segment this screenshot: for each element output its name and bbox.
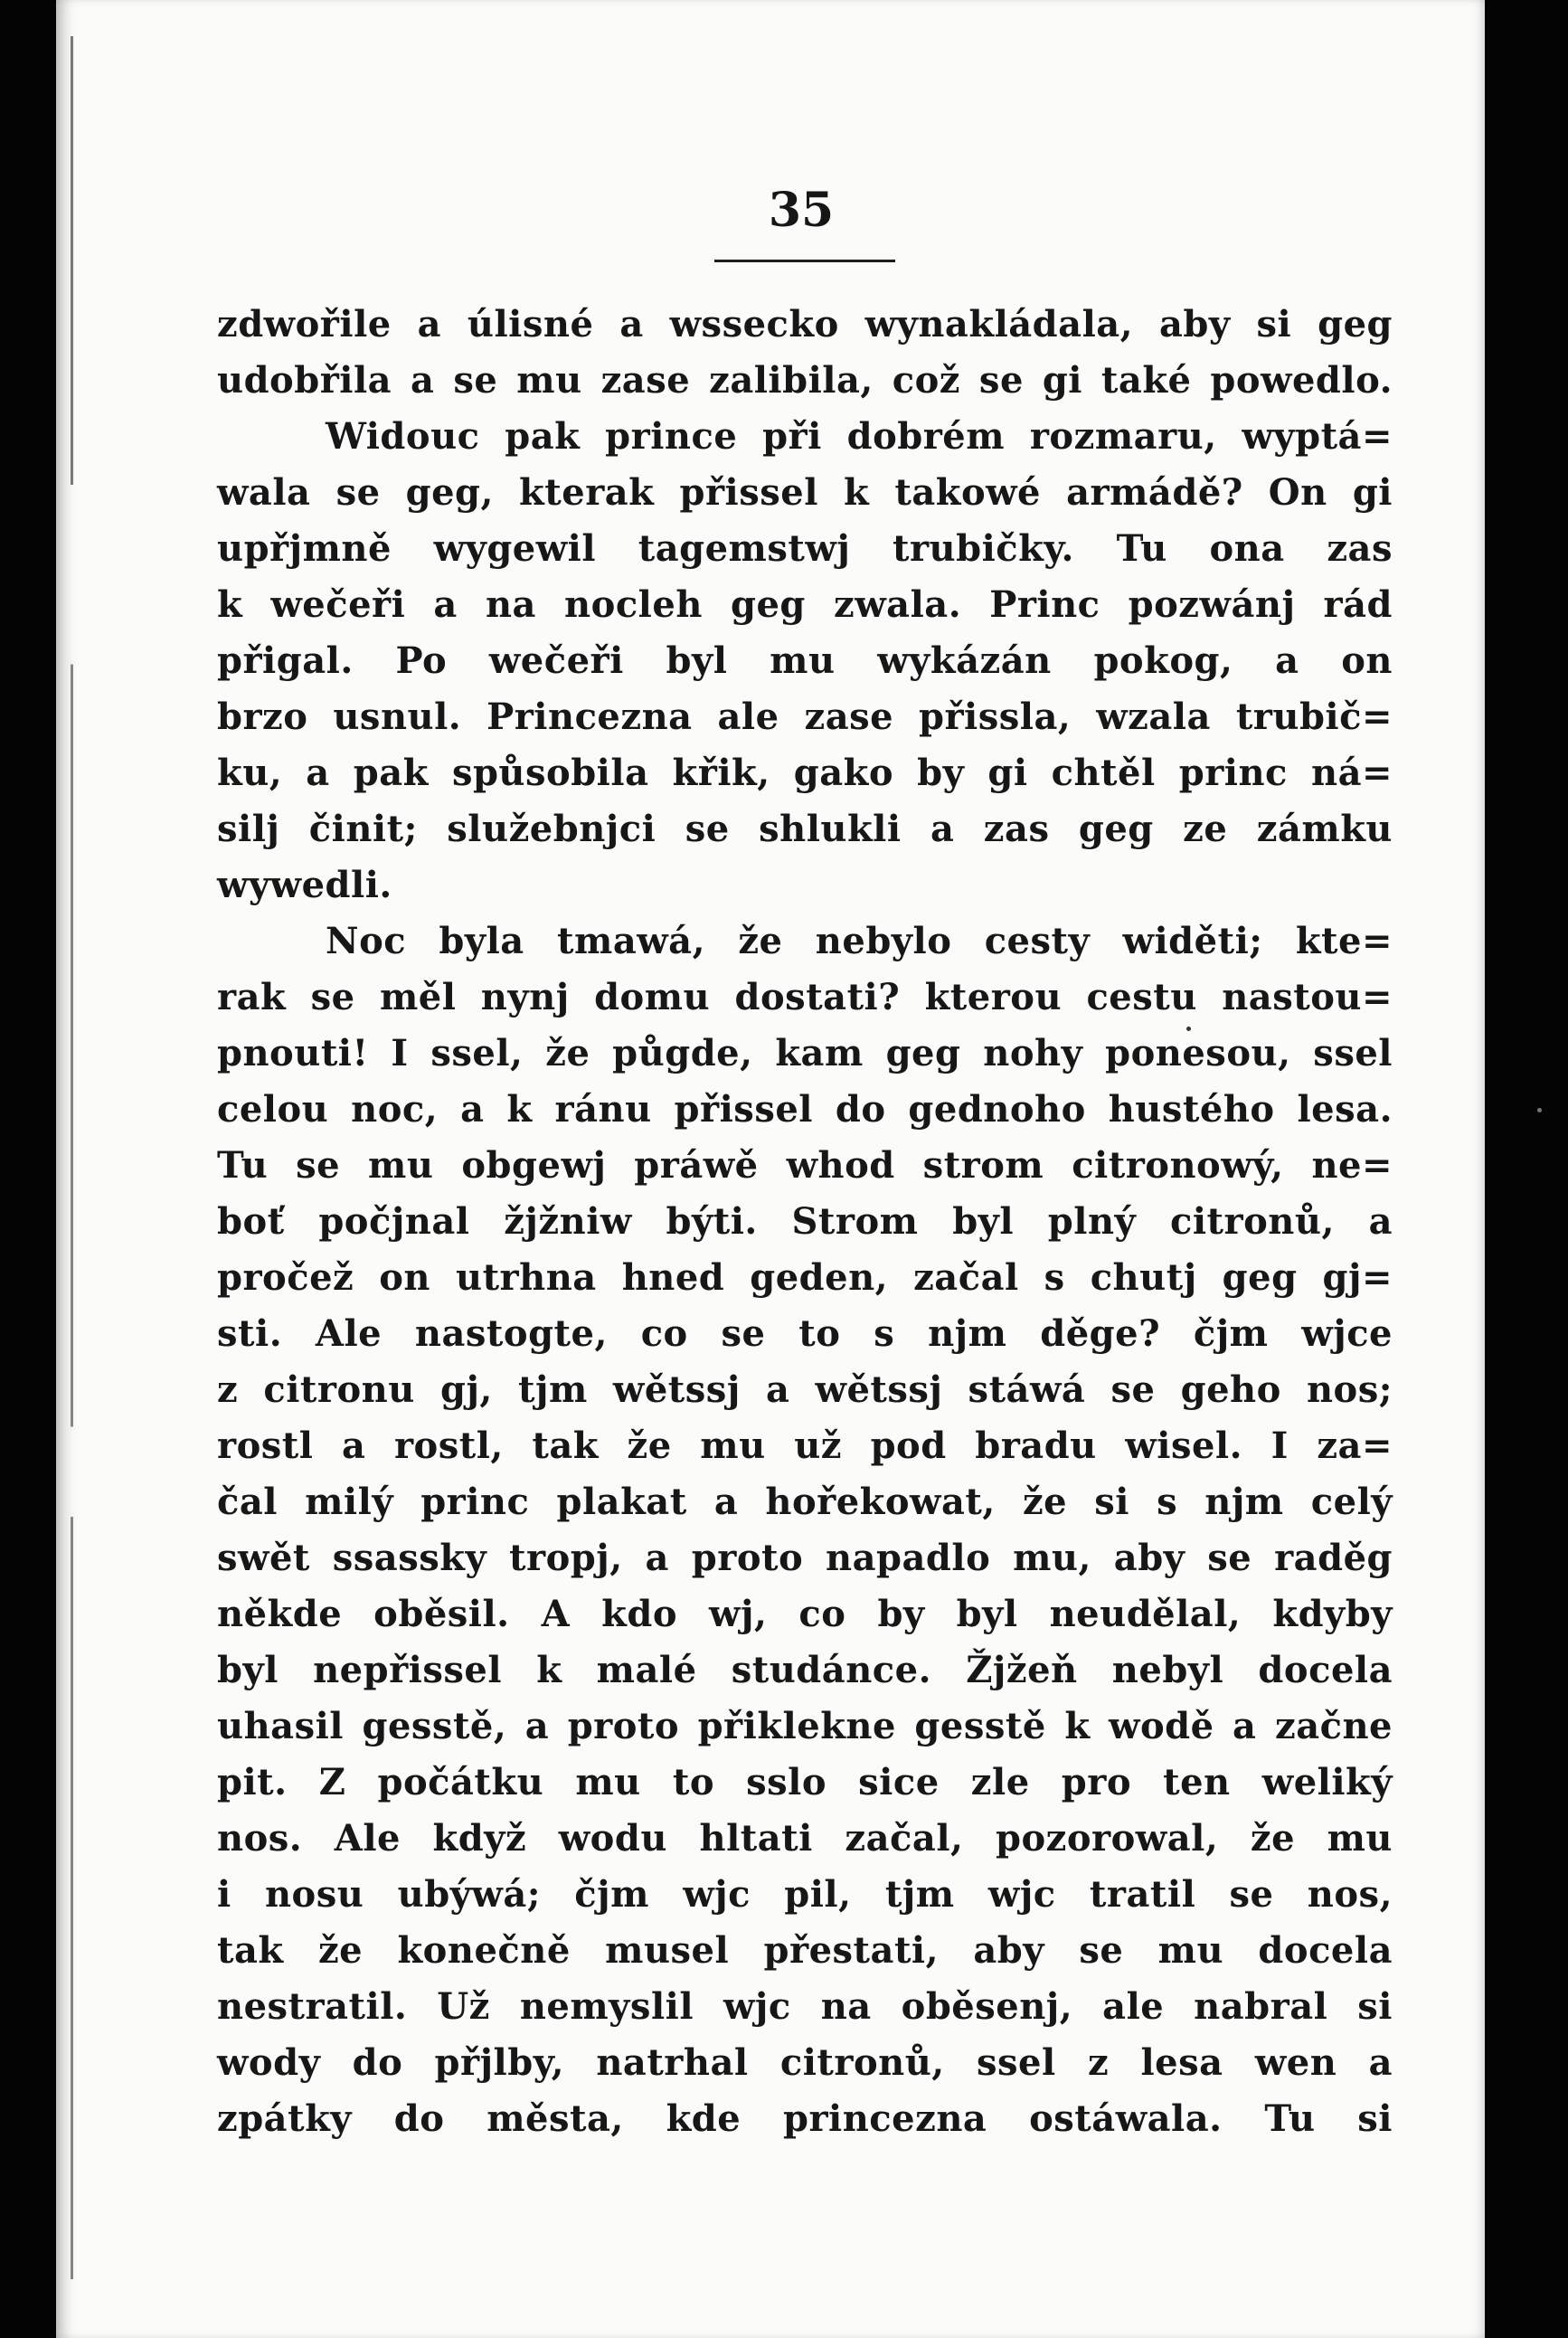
header-rule <box>714 260 895 262</box>
text-line: čal milý princ plakat a hořekowat, že si s njm celý <box>217 1481 1393 1523</box>
text-line: přigal. Po wečeři byl mu wykázán pokog, a on <box>217 639 1393 682</box>
ink-speck <box>1186 1027 1191 1031</box>
ink-speck <box>1537 1108 1542 1112</box>
text-line: i nosu ubýwá; čjm wjc pil, tjm wjc tratil se nos, <box>217 1873 1393 1916</box>
text-line: zpátky do města, kde princezna ostáwala. Tu si <box>217 2097 1393 2140</box>
text-line: k wečeři a na nocleh geg zwala. Princ pozwánj rád <box>217 583 1393 626</box>
text-line: swět ssassky tropj, a proto napadlo mu, aby se raděg <box>217 1537 1393 1579</box>
page-gutter-edge <box>71 36 73 2279</box>
text-line: byl nepřissel k malé studánce. Žjžeň nebyl docela <box>217 1649 1393 1691</box>
text-line: někde oběsil. A kdo wj, co by byl neudělal, kdyby <box>217 1593 1393 1635</box>
text-line: brzo usnul. Princezna ale zase přissla, wzala trubič= <box>217 696 1393 738</box>
body-text <box>217 297 1393 2147</box>
text-line: rak se měl nynj domu dostati? kterou cestu nastou= <box>217 976 1393 1018</box>
text-line: ku, a pak spůsobila křik, gako by gi chtěl princ ná= <box>217 752 1393 794</box>
text-line: zdwořile a úlisné a wssecko wynakládala, aby si geg <box>217 303 1393 345</box>
text-line: celou noc, a k ránu přissel do gednoho hustého lesa. <box>217 1088 1393 1131</box>
text-line: z citronu gj, tjm wětssj a wětssj stáwá se geho nos; <box>217 1368 1393 1411</box>
page-number: 35 <box>768 183 835 238</box>
text-line: wody do přjlby, natrhal citronů, ssel z lesa wen a <box>217 2041 1393 2084</box>
text-line: wala se geg, kterak přissel k takowé armádě? On gi <box>217 471 1393 514</box>
text-line: sti. Ale nastogte, co se to s njm děge? čjm wjce <box>217 1312 1393 1355</box>
text-line: nos. Ale když wodu hltati začal, pozorowal, že mu <box>217 1817 1393 1860</box>
text-line: pročež on utrhna hned geden, začal s chutj geg gj= <box>217 1256 1393 1299</box>
text-line: upřjmně wygewil tagemstwj trubičky. Tu ona zas <box>217 527 1393 570</box>
text-line: wywedli. <box>217 864 392 906</box>
text-line: Widouc pak prince při dobrém rozmaru, wyptá= <box>326 415 1393 458</box>
text-line: boť počjnal žjžniw býti. Strom byl plný citronů, a <box>217 1200 1393 1243</box>
text-line: rostl a rostl, tak že mu už pod bradu wisel. I za= <box>217 1425 1393 1467</box>
text-line: udobřila a se mu zase zalibila, což se gi také powedlo. <box>217 359 1393 402</box>
text-line: Noc byla tmawá, že nebylo cesty widěti; kte= <box>326 920 1393 962</box>
text-line: uhasil gesstě, a proto přiklekne gesstě k wodě a začne <box>217 1705 1393 1747</box>
text-line: pit. Z počátku mu to sslo sice zle pro ten weliký <box>217 1761 1393 1803</box>
text-line: nestratil. Už nemyslil wjc na oběsenj, ale nabral si <box>217 1985 1393 2028</box>
text-line: Tu se mu obgewj práwě whod strom citronowý, ne= <box>217 1144 1393 1187</box>
text-line: pnouti! I ssel, že půgde, kam geg nohy ponesou, ssel <box>217 1032 1393 1074</box>
text-line: tak že konečně musel přestati, aby se mu docela <box>217 1929 1393 1972</box>
text-line: silj činit; služebnjci se shlukli a zas geg ze zámku <box>217 808 1393 850</box>
